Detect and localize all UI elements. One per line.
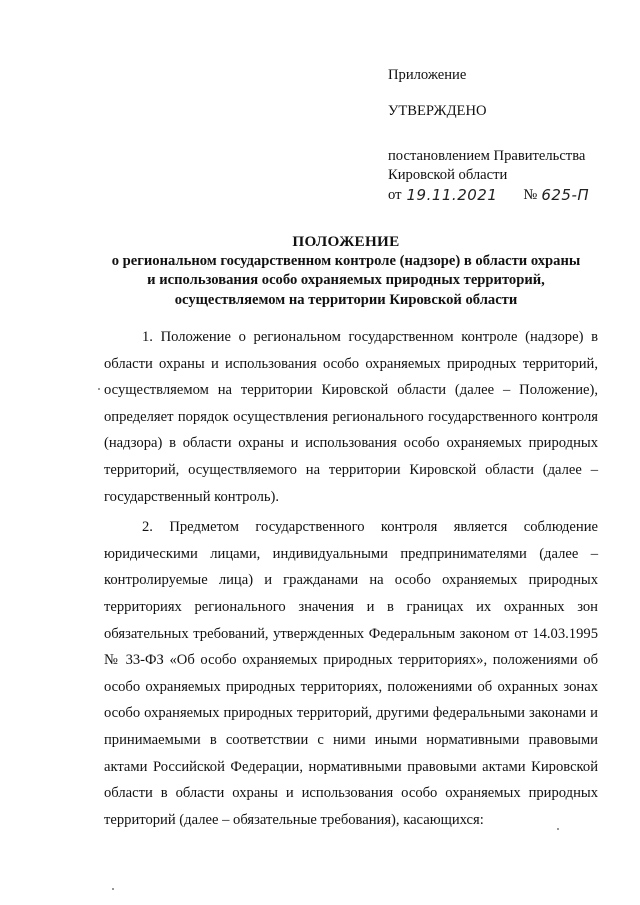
decree-line-1: постановлением Правительства <box>388 148 586 164</box>
paragraph-1 <box>104 324 598 510</box>
date-prefix: от <box>388 187 402 203</box>
document-body <box>104 324 598 833</box>
scan-speck <box>98 388 100 390</box>
scan-speck <box>557 828 559 830</box>
title-line-3: осуществляемом на территории Кировской области <box>174 291 518 308</box>
decree-line-2: Кировской области <box>388 167 508 183</box>
paragraph-2 <box>104 514 598 833</box>
title-heading: ПОЛОЖЕНИЕ <box>292 233 400 250</box>
scan-speck <box>112 888 114 890</box>
paragraph-1-text: 1. Положение о региональном государственном контроле (надзоре) в области охраны и использования особо охраняемых природных территорий, осуществляемом на территории Кировской области (далее – Положение), определяет порядок осуществления регионального государственного контроля (надзора) в области охраны и использования особо охраняемых природных территорий, осуществляемого на территории Кировской области (далее – государственный контроль). <box>104 329 598 505</box>
approval-block <box>388 66 628 205</box>
title-line-2: и использования особо охраняемых природных территорий, <box>147 272 545 288</box>
approved-stamp-text: УТВЕРЖДЕНО <box>388 103 487 119</box>
appendix-label: Приложение <box>388 67 467 83</box>
title-line-1: о региональном государственном контроле (надзоре) в области охраны <box>111 252 581 269</box>
handwritten-date: 19.11.2021 <box>406 186 498 204</box>
number-prefix: № <box>523 187 538 203</box>
document-title <box>96 232 596 310</box>
handwritten-number: 625-П <box>541 186 590 204</box>
paragraph-2-text: 2. Предметом государственного контроля является соблюдение юридическими лицами, индивидуальными предпринимателями (далее – контролируемые лица) и гражданами на особо охраняемых природных территориях регионального значения и в границах их охранных зон обязательных требований, утвержденных Федеральным законом от 14.03.1995 № 33-ФЗ «Об особо охраняемых природных территориях», положениями об особо охраняемых природных территориях, положениями об охранных зонах особо охраняемых природных территорий, другими федеральными законами и принимаемыми в соответствии с ними иными нормативными правовыми актами Российской Федерации, нормативными правовыми актами Кировской области в области охраны и использования особо охраняемых природных территорий (далее – обязательные требования), касающихся: <box>104 519 598 828</box>
date-number-row <box>388 185 628 205</box>
